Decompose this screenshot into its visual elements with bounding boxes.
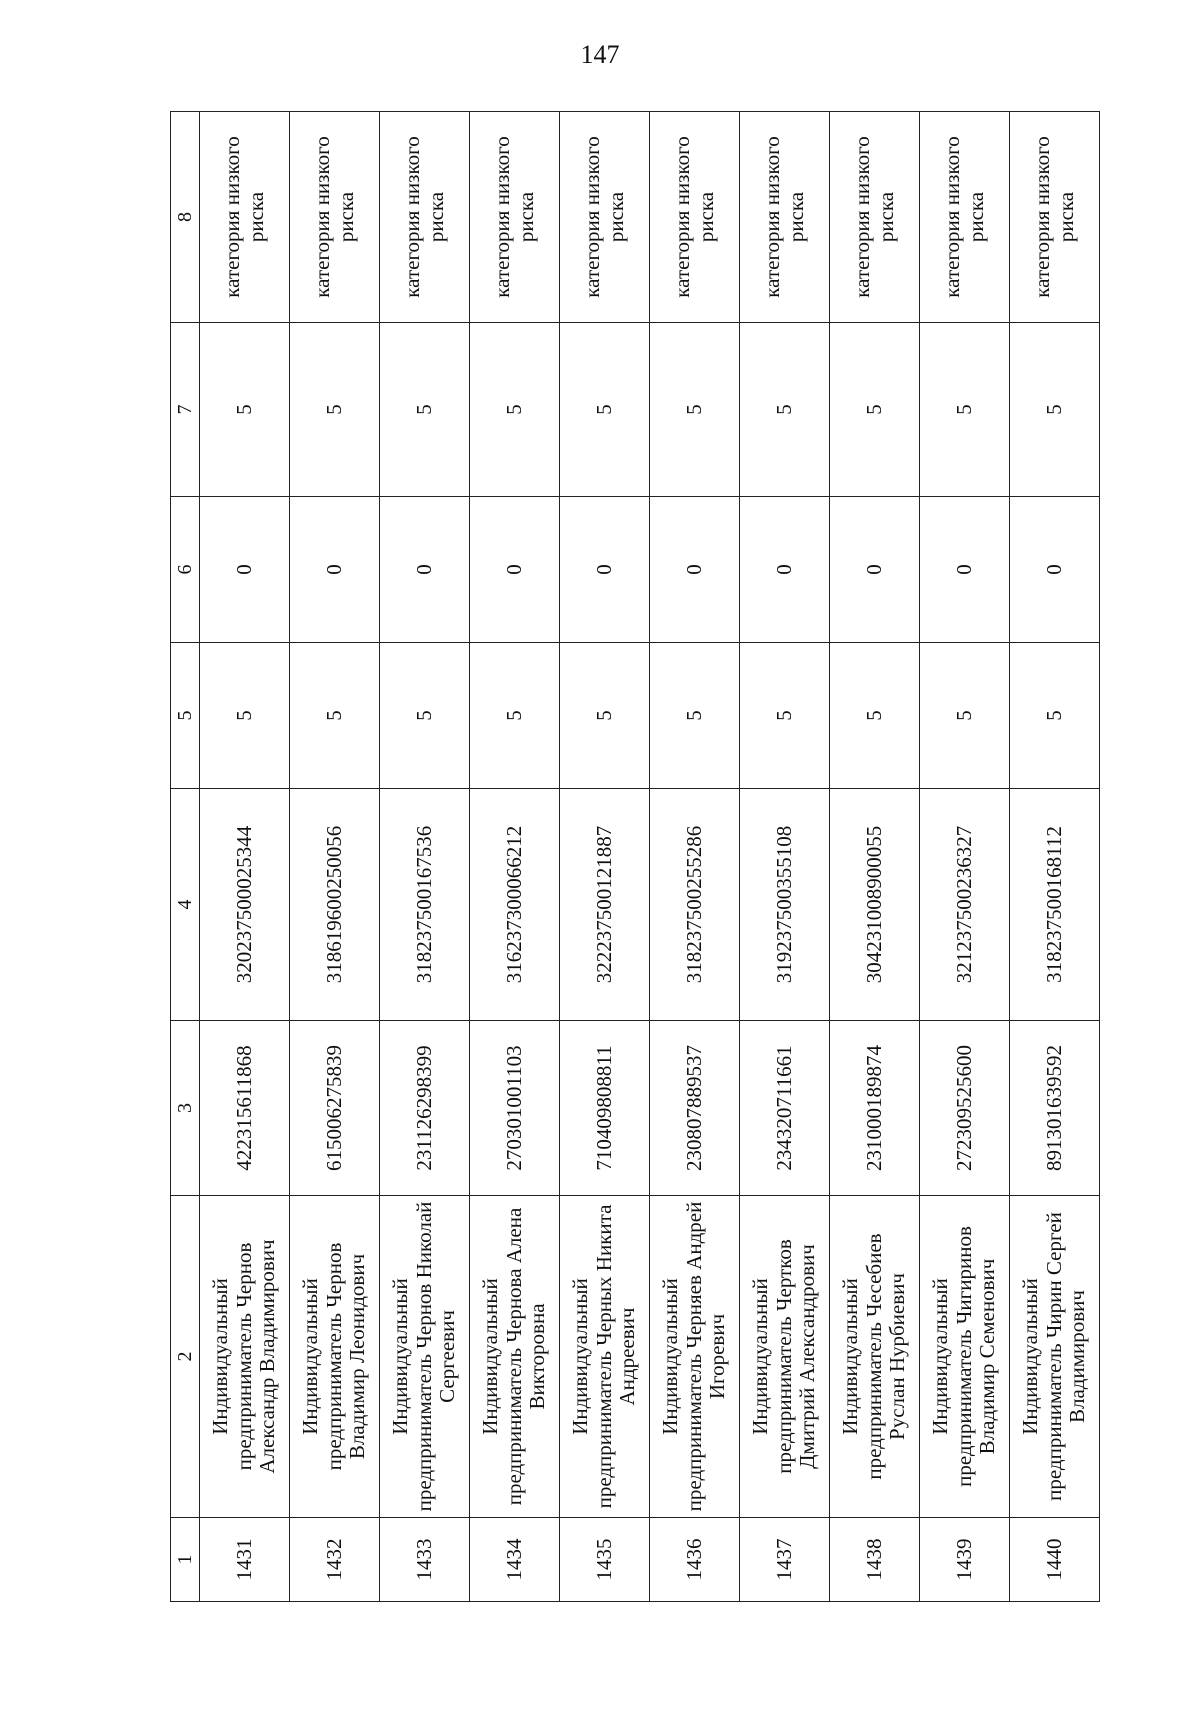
column-5-cell: 5 <box>830 643 920 789</box>
column-6-cell: 0 <box>470 497 560 643</box>
inn-cell: 234320711661 <box>740 1021 830 1196</box>
inn-cell: 422315611868 <box>200 1021 290 1196</box>
column-7-cell: 5 <box>380 323 470 497</box>
risk-category-cell: категория низкого риска <box>1010 112 1100 323</box>
entrepreneur-name: Индивидуальный предприниматель Чесебиев Руслан Нурбиевич <box>830 1196 920 1518</box>
risk-category-cell: категория низкого риска <box>290 112 380 323</box>
table-row <box>830 112 920 1602</box>
row-number: 1431 <box>200 1518 290 1602</box>
column-header: 6 <box>171 497 200 643</box>
table-row <box>1010 112 1100 1602</box>
header-row <box>171 112 200 1602</box>
risk-category-cell: категория низкого риска <box>200 112 290 323</box>
risk-category-cell: категория низкого риска <box>830 112 920 323</box>
ogrn-cell: 316237300066212 <box>470 789 560 1021</box>
column-5-cell: 5 <box>560 643 650 789</box>
column-6-cell: 0 <box>1010 497 1100 643</box>
column-6-cell: 0 <box>200 497 290 643</box>
column-7-cell: 5 <box>1010 323 1100 497</box>
ogrn-cell: 318237500255286 <box>650 789 740 1021</box>
column-7-cell: 5 <box>290 323 380 497</box>
row-number: 1432 <box>290 1518 380 1602</box>
inn-cell: 891301639592 <box>1010 1021 1100 1196</box>
row-number: 1434 <box>470 1518 560 1602</box>
ogrn-cell: 320237500025344 <box>200 789 290 1021</box>
registry-table <box>170 111 1100 1602</box>
table-row <box>920 112 1010 1602</box>
column-header: 5 <box>171 643 200 789</box>
ogrn-cell: 318237500167536 <box>380 789 470 1021</box>
entrepreneur-name: Индивидуальный предприниматель Чирин Сергей Владимирович <box>1010 1196 1100 1518</box>
column-header: 8 <box>171 112 200 323</box>
column-header: 1 <box>171 1518 200 1602</box>
column-6-cell: 0 <box>920 497 1010 643</box>
table-row <box>200 112 290 1602</box>
column-6-cell: 0 <box>830 497 920 643</box>
column-5-cell: 5 <box>740 643 830 789</box>
column-7-cell: 5 <box>650 323 740 497</box>
column-6-cell: 0 <box>560 497 650 643</box>
rotated-table-container <box>170 112 1100 1602</box>
column-5-cell: 5 <box>200 643 290 789</box>
entrepreneur-name: Индивидуальный предприниматель Чернов Николай Сергеевич <box>380 1196 470 1518</box>
column-6-cell: 0 <box>740 497 830 643</box>
column-5-cell: 5 <box>920 643 1010 789</box>
page-number: 147 <box>580 40 620 69</box>
inn-cell: 230807889537 <box>650 1021 740 1196</box>
entrepreneur-name: Индивидуальный предприниматель Черных Никита Андреевич <box>560 1196 650 1518</box>
ogrn-cell: 319237500355108 <box>740 789 830 1021</box>
column-5-cell: 5 <box>380 643 470 789</box>
table-row <box>650 112 740 1602</box>
column-7-cell: 5 <box>470 323 560 497</box>
column-6-cell: 0 <box>380 497 470 643</box>
table-row <box>290 112 380 1602</box>
column-7-cell: 5 <box>560 323 650 497</box>
ogrn-cell: 318619600250056 <box>290 789 380 1021</box>
table-row <box>740 112 830 1602</box>
ogrn-cell: 318237500168112 <box>1010 789 1100 1021</box>
column-7-cell: 5 <box>920 323 1010 497</box>
row-number: 1435 <box>560 1518 650 1602</box>
column-header: 4 <box>171 789 200 1021</box>
column-6-cell: 0 <box>290 497 380 643</box>
row-number: 1437 <box>740 1518 830 1602</box>
risk-category-cell: категория низкого риска <box>650 112 740 323</box>
inn-cell: 231126298399 <box>380 1021 470 1196</box>
table-header <box>171 112 200 1602</box>
column-5-cell: 5 <box>470 643 560 789</box>
inn-cell: 272309525600 <box>920 1021 1010 1196</box>
column-5-cell: 5 <box>1010 643 1100 789</box>
entrepreneur-name: Индивидуальный предприниматель Чертков Дмитрий Александрович <box>740 1196 830 1518</box>
entrepreneur-name: Индивидуальный предприниматель Чернов Александр Владимирович <box>200 1196 290 1518</box>
table-row <box>380 112 470 1602</box>
entrepreneur-name: Индивидуальный предприниматель Чернов Владимир Леонидович <box>290 1196 380 1518</box>
column-header: 7 <box>171 323 200 497</box>
ogrn-cell: 322237500121887 <box>560 789 650 1021</box>
risk-category-cell: категория низкого риска <box>560 112 650 323</box>
entrepreneur-name: Индивидуальный предприниматель Чернова Алена Викторовна <box>470 1196 560 1518</box>
risk-category-cell: категория низкого риска <box>740 112 830 323</box>
risk-category-cell: категория низкого риска <box>920 112 1010 323</box>
row-number: 1433 <box>380 1518 470 1602</box>
row-number: 1436 <box>650 1518 740 1602</box>
row-number: 1440 <box>1010 1518 1100 1602</box>
row-number: 1438 <box>830 1518 920 1602</box>
ogrn-cell: 304231008900055 <box>830 789 920 1021</box>
column-header: 2 <box>171 1196 200 1518</box>
column-6-cell: 0 <box>650 497 740 643</box>
table-row <box>470 112 560 1602</box>
inn-cell: 710409808811 <box>560 1021 650 1196</box>
table-body <box>200 112 1100 1602</box>
inn-cell: 231000189874 <box>830 1021 920 1196</box>
row-number: 1439 <box>920 1518 1010 1602</box>
entrepreneur-name: Индивидуальный предприниматель Чигиринов Владимир Семенович <box>920 1196 1010 1518</box>
risk-category-cell: категория низкого риска <box>470 112 560 323</box>
column-5-cell: 5 <box>650 643 740 789</box>
ogrn-cell: 321237500236327 <box>920 789 1010 1021</box>
entrepreneur-name: Индивидуальный предприниматель Черняев Андрей Игоревич <box>650 1196 740 1518</box>
column-7-cell: 5 <box>200 323 290 497</box>
inn-cell: 270301001103 <box>470 1021 560 1196</box>
risk-category-cell: категория низкого риска <box>380 112 470 323</box>
column-7-cell: 5 <box>740 323 830 497</box>
column-header: 3 <box>171 1021 200 1196</box>
inn-cell: 615006275839 <box>290 1021 380 1196</box>
column-7-cell: 5 <box>830 323 920 497</box>
column-5-cell: 5 <box>290 643 380 789</box>
table-row <box>560 112 650 1602</box>
